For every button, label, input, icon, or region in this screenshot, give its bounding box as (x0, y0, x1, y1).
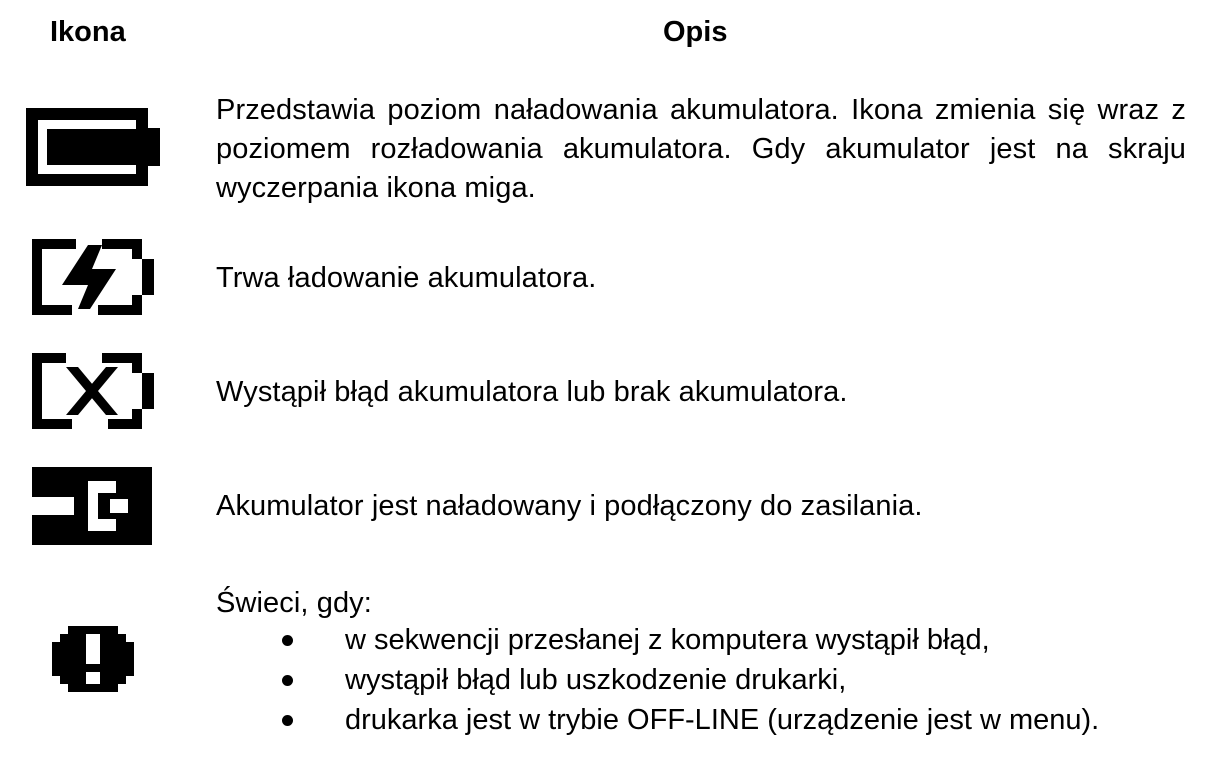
warning-conditions-list (282, 620, 1099, 740)
list-item (282, 660, 1099, 700)
battery-charging-description: Trwa ładowanie akumulatora. (216, 262, 597, 294)
list-item-text: wystąpił błąd lub uszkodzenie drukarki, (345, 664, 847, 696)
list-item (282, 620, 1099, 660)
list-item (282, 700, 1099, 740)
list-item-text: drukarka jest w trybie OFF-LINE (urządzenie jest w menu). (345, 704, 1100, 736)
battery-level-description: Przedstawia poziom naładowania akumulatora. Ikona zmienia się wraz z poziomem rozładowania akumulatora. Gdy akumulator jest na skraju wyczerpania ikona miga. (216, 94, 1186, 204)
bullet-icon (282, 635, 293, 646)
power-plug-description: Akumulator jest naładowany i podłączony do zasilania. (216, 490, 923, 522)
bullet-icon (282, 675, 293, 686)
battery-charging-icon (32, 239, 154, 315)
bullet-icon (282, 715, 293, 726)
header-description-column: Opis (663, 16, 728, 48)
battery-level-icon (26, 108, 160, 186)
list-item-text: w sekwencji przesłanej z komputera wystąpił błąd, (345, 624, 990, 656)
header-icon-column: Ikona (50, 16, 126, 48)
warning-description: Świeci, gdy: (216, 587, 372, 619)
battery-error-description: Wystąpił błąd akumulatora lub brak akumulatora. (216, 376, 848, 408)
exclamation-icon (52, 626, 134, 692)
power-plug-icon (32, 467, 152, 545)
battery-error-icon (32, 353, 154, 429)
